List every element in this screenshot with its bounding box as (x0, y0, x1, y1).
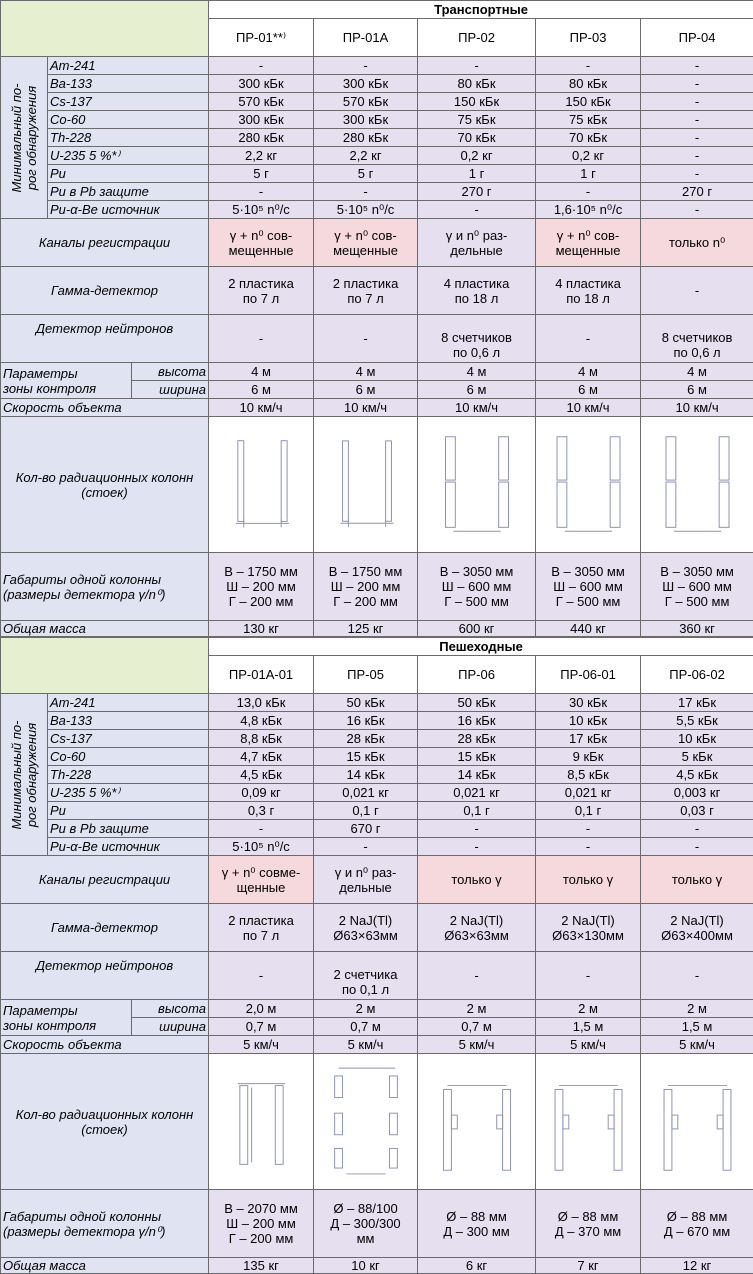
threshold-cell: - (641, 147, 753, 165)
isotope-label: Th-228 (48, 766, 209, 784)
threshold-cell: - (641, 75, 753, 93)
stand-drawing (536, 417, 641, 553)
speed-cell: 10 км/ч (418, 399, 536, 417)
threshold-cell: 670 г (314, 820, 418, 838)
threshold-cell: 1,6·10⁵ n⁰/с (536, 201, 641, 219)
width-cell: 0,7 м (209, 1018, 314, 1036)
threshold-cell: 75 кБк (418, 111, 536, 129)
threshold-cell: - (641, 820, 753, 838)
neutron-cell: - (418, 952, 536, 1000)
dimensions-cell: В – 1750 мм Ш – 200 мм Г – 200 мм (209, 553, 314, 621)
height-label: высота (132, 1000, 209, 1018)
dimensions-cell: В – 3050 мм Ш – 600 мм Г – 500 мм (418, 553, 536, 621)
stand-drawing (641, 417, 753, 553)
channel-cell: только γ (536, 856, 641, 904)
neutron-cell: 8 счетчиков по 0,6 л (641, 315, 753, 363)
neutron-cell: - (536, 952, 641, 1000)
isotope-label: Pu в Pb защите (48, 820, 209, 838)
stand-drawing (641, 1054, 753, 1190)
model-3: ПР-03 (536, 19, 641, 57)
dimensions-label: Габариты одной колонны (размеры детектора γ/n⁰) (1, 553, 209, 621)
isotope-label: Am-241 (48, 57, 209, 75)
columns-count-label: Кол-во радиационных колонн (стоек) (1, 417, 209, 553)
isotope-label: Pu в Pb защите (48, 183, 209, 201)
height-cell: 4 м (209, 363, 314, 381)
width-cell: 6 м (418, 381, 536, 399)
threshold-cell: 270 г (641, 183, 753, 201)
threshold-cell: - (536, 820, 641, 838)
threshold-cell: 2,2 кг (314, 147, 418, 165)
stand-drawing (536, 1054, 641, 1190)
threshold-cell: 2,2 кг (209, 147, 314, 165)
threshold-cell: 300 кБк (314, 75, 418, 93)
dimensions-cell: В – 3050 мм Ш – 600 мм Г – 500 мм (536, 553, 641, 621)
threshold-cell: 0,03 г (641, 802, 753, 820)
threshold-cell: 5·10⁵ n⁰/с (209, 201, 314, 219)
threshold-cell: 300 кБк (209, 75, 314, 93)
threshold-cell: - (418, 201, 536, 219)
stand-drawing-icon (317, 1058, 415, 1186)
threshold-cell: - (536, 57, 641, 75)
threshold-cell: 0,1 г (418, 802, 536, 820)
stand-drawing-icon (421, 421, 533, 549)
threshold-cell: - (418, 57, 536, 75)
threshold-cell: 0,3 г (209, 802, 314, 820)
dimensions-cell: Ø – 88 мм Д – 670 мм (641, 1190, 753, 1258)
speed-label: Скорость объекта (1, 1036, 209, 1054)
stand-drawing (418, 417, 536, 553)
mass-cell: 10 кг (314, 1258, 418, 1274)
isotope-label: Ba-133 (48, 712, 209, 730)
height-cell: 4 м (418, 363, 536, 381)
speed-cell: 5 км/ч (209, 1036, 314, 1054)
channels-label: Каналы регистрации (1, 856, 209, 904)
threshold-cell: 50 кБк (418, 694, 536, 712)
dimensions-label: Габариты одной колонны (размеры детектора γ/n⁰) (1, 1190, 209, 1258)
mass-cell: 6 кг (418, 1258, 536, 1274)
threshold-cell: - (641, 111, 753, 129)
threshold-cell: 1 г (536, 165, 641, 183)
threshold-cell: 570 кБк (314, 93, 418, 111)
gamma-cell: 2 NaJ(Tl) Ø63×400мм (641, 904, 753, 952)
speed-cell: 5 км/ч (536, 1036, 641, 1054)
isotope-label: Ba-133 (48, 75, 209, 93)
min-threshold-label (1, 694, 48, 856)
stand-drawing-icon (212, 421, 311, 549)
threshold-cell: - (418, 838, 536, 856)
threshold-cell: 14 кБк (314, 766, 418, 784)
dimensions-cell: В – 3050 мм Ш – 600 мм Г – 500 мм (641, 553, 753, 621)
isotope-label: Th-228 (48, 129, 209, 147)
threshold-cell: 17 кБк (641, 694, 753, 712)
threshold-cell: 0,2 кг (418, 147, 536, 165)
stand-drawing (314, 417, 418, 553)
gamma-cell: 2 NaJ(Tl) Ø63×63мм (418, 904, 536, 952)
threshold-cell: 0,003 кг (641, 784, 753, 802)
isotope-label: Cs-137 (48, 730, 209, 748)
neutron-cell: - (314, 315, 418, 363)
gamma-detector-label: Гамма-детектор (1, 904, 209, 952)
group-title: Транспортные (209, 1, 753, 19)
stand-drawing-icon (539, 421, 638, 549)
model-0: ПР-01А-01 (209, 656, 314, 694)
gamma-cell: 2 пластика по 7 л (209, 904, 314, 952)
speed-label: Скорость объекта (1, 399, 209, 417)
width-cell: 0,7 м (418, 1018, 536, 1036)
isotope-label: Co-60 (48, 111, 209, 129)
channel-cell: γ + n⁰ сов- мещенные (536, 219, 641, 267)
threshold-cell: - (641, 201, 753, 219)
width-cell: 6 м (641, 381, 753, 399)
channel-cell: γ и n⁰ раз- дельные (314, 856, 418, 904)
threshold-cell: 16 кБк (418, 712, 536, 730)
threshold-cell: - (209, 57, 314, 75)
isotope-label: Pu (48, 802, 209, 820)
threshold-cell: - (641, 93, 753, 111)
speed-cell: 5 км/ч (314, 1036, 418, 1054)
isotope-label: Pu-α-Be источник (48, 838, 209, 856)
stand-drawing-icon (212, 1058, 311, 1186)
threshold-cell: 1 г (418, 165, 536, 183)
threshold-cell: 4,5 кБк (209, 766, 314, 784)
width-cell: 6 м (209, 381, 314, 399)
gamma-cell: 2 NaJ(Tl) Ø63×63мм (314, 904, 418, 952)
threshold-cell: - (418, 820, 536, 838)
model-0: ПР-01**⁾ (209, 19, 314, 57)
height-cell: 4 м (641, 363, 753, 381)
zone-params-label: Параметры зоны контроля (1, 1000, 132, 1036)
stand-drawing-icon (421, 1058, 533, 1186)
threshold-cell: 28 кБк (418, 730, 536, 748)
stand-drawing-icon (644, 421, 751, 549)
height-cell: 4 м (314, 363, 418, 381)
threshold-cell: 8,5 кБк (536, 766, 641, 784)
height-label: высота (132, 363, 209, 381)
model-1: ПР-01А (314, 19, 418, 57)
gamma-cell: 2 пластика по 7 л (314, 267, 418, 315)
stand-drawing (209, 417, 314, 553)
threshold-cell: 4,7 кБк (209, 748, 314, 766)
gamma-cell: 2 NaJ(Tl) Ø63×130мм (536, 904, 641, 952)
height-cell: 2 м (418, 1000, 536, 1018)
threshold-cell: 5 г (209, 165, 314, 183)
threshold-cell: 0,1 г (536, 802, 641, 820)
model-1: ПР-05 (314, 656, 418, 694)
gamma-cell: 4 пластика по 18 л (418, 267, 536, 315)
threshold-cell: 4,8 кБк (209, 712, 314, 730)
threshold-cell: 0,021 кг (314, 784, 418, 802)
width-cell: 6 м (314, 381, 418, 399)
channel-cell: только γ (641, 856, 753, 904)
min-threshold-text: Минимальный по- рог обнаружения (9, 83, 39, 192)
threshold-cell: 8,8 кБк (209, 730, 314, 748)
threshold-cell: 280 кБк (209, 129, 314, 147)
speed-cell: 10 км/ч (641, 399, 753, 417)
threshold-cell: 80 кБк (536, 75, 641, 93)
threshold-cell: 0,021 кг (536, 784, 641, 802)
threshold-cell: 5,5 кБк (641, 712, 753, 730)
threshold-cell: 5 кБк (641, 748, 753, 766)
portal-type-header (1, 638, 209, 694)
height-cell: 2 м (641, 1000, 753, 1018)
model-2: ПР-02 (418, 19, 536, 57)
model-2: ПР-06 (418, 656, 536, 694)
threshold-cell: 75 кБк (536, 111, 641, 129)
mass-cell: 440 кг (536, 621, 641, 637)
neutron-detector-label: Детектор нейтронов (1, 315, 209, 363)
gamma-detector-label: Гамма-детектор (1, 267, 209, 315)
model-4: ПР-04 (641, 19, 753, 57)
threshold-cell: 80 кБк (418, 75, 536, 93)
width-label: ширина (132, 381, 209, 399)
gamma-cell: 4 пластика по 18 л (536, 267, 641, 315)
mass-cell: 135 кг (209, 1258, 314, 1274)
threshold-cell: 70 кБк (536, 129, 641, 147)
dimensions-cell: Ø – 88 мм Д – 370 мм (536, 1190, 641, 1258)
height-cell: 2,0 м (209, 1000, 314, 1018)
threshold-cell: 28 кБк (314, 730, 418, 748)
dimensions-cell: В – 1750 мм Ш – 200 мм Г – 200 мм (314, 553, 418, 621)
threshold-cell: - (209, 183, 314, 201)
mass-cell: 12 кг (641, 1258, 753, 1274)
channels-label: Каналы регистрации (1, 219, 209, 267)
width-cell: 1,5 м (641, 1018, 753, 1036)
stand-drawing-icon (317, 421, 415, 549)
width-label: ширина (132, 1018, 209, 1036)
mass-cell: 600 кг (418, 621, 536, 637)
pedestrian-table (0, 637, 753, 1274)
threshold-cell: 30 кБк (536, 694, 641, 712)
threshold-cell: 4,5 кБк (641, 766, 753, 784)
mass-cell: 7 кг (536, 1258, 641, 1274)
threshold-cell: 570 кБк (209, 93, 314, 111)
mass-cell: 130 кг (209, 621, 314, 637)
threshold-cell: - (209, 820, 314, 838)
mass-cell: 360 кг (641, 621, 753, 637)
threshold-cell: 5·10⁵ n⁰/с (314, 201, 418, 219)
isotope-label: U-235 5 %*⁾ (48, 784, 209, 802)
gamma-cell: 2 пластика по 7 л (209, 267, 314, 315)
channel-cell: γ и n⁰ раз- дельные (418, 219, 536, 267)
isotope-label: Am-241 (48, 694, 209, 712)
neutron-cell: - (209, 315, 314, 363)
min-threshold-text: Минимальный по- рог обнаружения (9, 720, 39, 829)
threshold-cell: 17 кБк (536, 730, 641, 748)
threshold-cell: 16 кБк (314, 712, 418, 730)
channel-cell: только n⁰ (641, 219, 753, 267)
neutron-cell: - (536, 315, 641, 363)
dimensions-cell: Ø – 88/100 Д – 300/300 мм (314, 1190, 418, 1258)
threshold-cell: 270 г (418, 183, 536, 201)
threshold-cell: 280 кБк (314, 129, 418, 147)
channel-cell: γ + n⁰ сов- мещенные (314, 219, 418, 267)
isotope-label: Pu (48, 165, 209, 183)
threshold-cell: 13,0 кБк (209, 694, 314, 712)
threshold-cell: 5 г (314, 165, 418, 183)
total-mass-label: Общая масса (1, 621, 209, 637)
threshold-cell: 0,09 кг (209, 784, 314, 802)
neutron-cell: - (641, 952, 753, 1000)
channel-cell: γ + n⁰ сов- мещенные (209, 219, 314, 267)
threshold-cell: 150 кБк (418, 93, 536, 111)
stand-drawing-icon (539, 1058, 638, 1186)
speed-cell: 10 км/ч (209, 399, 314, 417)
threshold-cell: 10 кБк (641, 730, 753, 748)
threshold-cell: - (536, 183, 641, 201)
threshold-cell: 300 кБк (314, 111, 418, 129)
isotope-label: Pu-α-Be источник (48, 201, 209, 219)
threshold-cell: 50 кБк (314, 694, 418, 712)
dimensions-cell: Ø – 88 мм Д – 300 мм (418, 1190, 536, 1258)
stand-drawing (418, 1054, 536, 1190)
neutron-cell: 2 счетчика по 0,1 л (314, 952, 418, 1000)
speed-cell: 10 км/ч (314, 399, 418, 417)
isotope-label: U-235 5 %*⁾ (48, 147, 209, 165)
threshold-cell: 10 кБк (536, 712, 641, 730)
total-mass-label: Общая масса (1, 1258, 209, 1274)
dimensions-cell: В – 2070 мм Ш – 200 мм Г – 200 мм (209, 1190, 314, 1258)
model-3: ПР-06-01 (536, 656, 641, 694)
group-title: Пешеходные (209, 638, 753, 656)
width-cell: 6 м (536, 381, 641, 399)
height-cell: 2 м (314, 1000, 418, 1018)
columns-count-label: Кол-во радиационных колонн (стоек) (1, 1054, 209, 1190)
stand-drawing-icon (644, 1058, 751, 1186)
threshold-cell: 0,1 г (314, 802, 418, 820)
threshold-cell: - (641, 165, 753, 183)
threshold-cell: - (641, 838, 753, 856)
threshold-cell: 300 кБк (209, 111, 314, 129)
threshold-cell: - (314, 183, 418, 201)
portal-type-header (1, 1, 209, 57)
neutron-cell: 8 счетчиков по 0,6 л (418, 315, 536, 363)
speed-cell: 5 км/ч (641, 1036, 753, 1054)
threshold-cell: 5·10⁵ n⁰/с (209, 838, 314, 856)
threshold-cell: - (536, 838, 641, 856)
threshold-cell: 150 кБк (536, 93, 641, 111)
speed-cell: 10 км/ч (536, 399, 641, 417)
height-cell: 2 м (536, 1000, 641, 1018)
channel-cell: только γ (418, 856, 536, 904)
stand-drawing (209, 1054, 314, 1190)
neutron-cell: - (209, 952, 314, 1000)
threshold-cell: 9 кБк (536, 748, 641, 766)
speed-cell: 5 км/ч (418, 1036, 536, 1054)
threshold-cell: 14 кБк (418, 766, 536, 784)
threshold-cell: 0,021 кг (418, 784, 536, 802)
min-threshold-label (1, 57, 48, 219)
mass-cell: 125 кг (314, 621, 418, 637)
neutron-detector-label: Детектор нейтронов (1, 952, 209, 1000)
stand-drawing (314, 1054, 418, 1190)
width-cell: 0,7 м (314, 1018, 418, 1036)
threshold-cell: - (641, 57, 753, 75)
height-cell: 4 м (536, 363, 641, 381)
threshold-cell: 15 кБк (314, 748, 418, 766)
isotope-label: Co-60 (48, 748, 209, 766)
model-4: ПР-06-02 (641, 656, 753, 694)
threshold-cell: 70 кБк (418, 129, 536, 147)
width-cell: 1,5 м (536, 1018, 641, 1036)
threshold-cell: 15 кБк (418, 748, 536, 766)
threshold-cell: 0,2 кг (536, 147, 641, 165)
threshold-cell: - (314, 57, 418, 75)
zone-params-label: Параметры зоны контроля (1, 363, 132, 399)
threshold-cell: - (641, 129, 753, 147)
threshold-cell: - (314, 838, 418, 856)
gamma-cell: - (641, 267, 753, 315)
isotope-label: Cs-137 (48, 93, 209, 111)
channel-cell: γ + n⁰ совме- щенные (209, 856, 314, 904)
